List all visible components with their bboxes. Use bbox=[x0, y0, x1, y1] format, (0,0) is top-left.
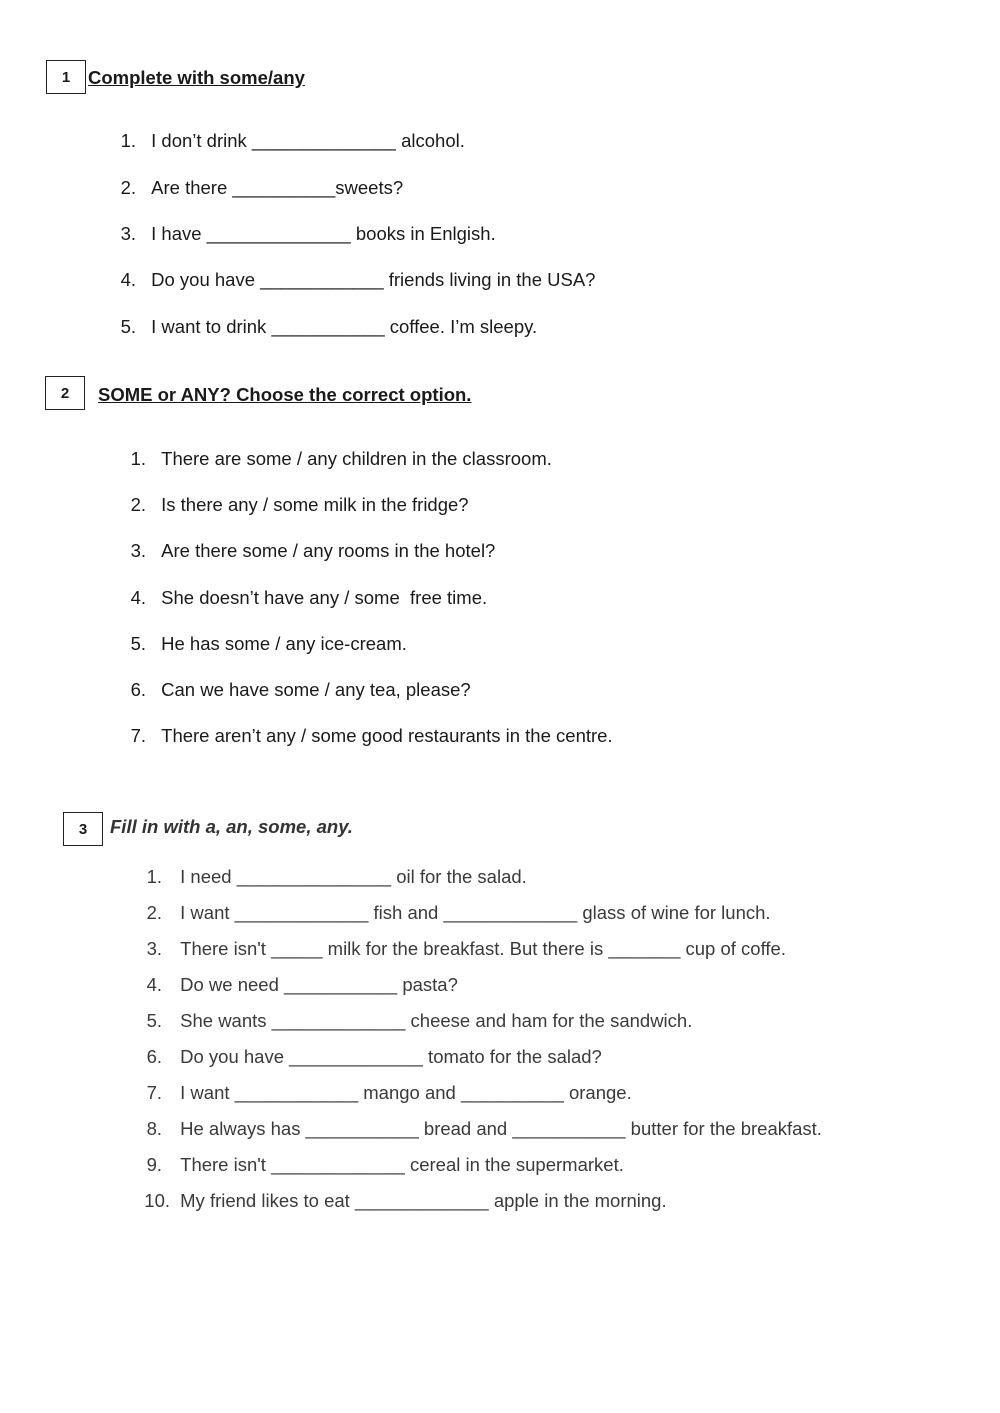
item-text: She doesn’t have any / some free time. bbox=[161, 587, 488, 608]
section-2-title: SOME or ANY? Choose the correct option. bbox=[98, 384, 472, 405]
list-item bbox=[140, 1190, 667, 1212]
item-number: 2. bbox=[120, 177, 136, 198]
list-item bbox=[118, 316, 537, 338]
list-item bbox=[140, 1046, 602, 1068]
item-text: Are there some / any rooms in the hotel? bbox=[161, 540, 496, 561]
item-number: 3. bbox=[130, 540, 146, 561]
list-item bbox=[140, 974, 458, 996]
item-number: 3. bbox=[120, 223, 136, 244]
item-number: 5. bbox=[146, 1010, 162, 1031]
section-2-number-box: 2 bbox=[45, 376, 85, 410]
item-number: 7. bbox=[130, 725, 146, 746]
list-item bbox=[118, 177, 403, 199]
item-text: My friend likes to eat _____________ apple in the morning. bbox=[180, 1190, 667, 1211]
list-item bbox=[140, 902, 771, 924]
item-number: 3. bbox=[146, 938, 162, 959]
item-text: He always has ___________ bread and ___________ butter for the breakfast. bbox=[180, 1118, 822, 1139]
list-item bbox=[128, 725, 613, 747]
item-text: I don’t drink ______________ alcohol. bbox=[151, 130, 465, 151]
item-text: Do we need ___________ pasta? bbox=[180, 974, 458, 995]
section-1-title: Complete with some/any bbox=[88, 67, 305, 88]
list-item bbox=[118, 223, 496, 245]
item-text: There aren’t any / some good restaurants in the centre. bbox=[161, 725, 613, 746]
item-number: 2. bbox=[146, 902, 162, 923]
item-text: Is there any / some milk in the fridge? bbox=[161, 494, 469, 515]
item-number: 10. bbox=[144, 1190, 170, 1211]
item-number: 5. bbox=[120, 316, 136, 337]
item-text: Do you have _____________ tomato for the salad? bbox=[180, 1046, 602, 1067]
item-text: Can we have some / any tea, please? bbox=[161, 679, 471, 700]
item-number: 4. bbox=[146, 974, 162, 995]
list-item bbox=[118, 130, 465, 152]
item-number: 5. bbox=[130, 633, 146, 654]
section-3-title: Fill in with a, an, some, any. bbox=[110, 816, 353, 837]
item-number: 8. bbox=[146, 1118, 162, 1139]
item-number: 9. bbox=[146, 1154, 162, 1175]
item-text: I want _____________ fish and _____________ glass of wine for lunch. bbox=[180, 902, 771, 923]
item-text: There isn't _____ milk for the breakfast. But there is _______ cup of coffe. bbox=[180, 938, 786, 959]
item-number: 7. bbox=[146, 1082, 162, 1103]
item-number: 6. bbox=[146, 1046, 162, 1067]
item-text: I need _______________ oil for the salad. bbox=[180, 866, 527, 887]
item-number: 1. bbox=[146, 866, 162, 887]
item-number: 1. bbox=[120, 130, 136, 151]
section-1-number-box: 1 bbox=[46, 60, 86, 94]
item-text: There are some / any children in the classroom. bbox=[161, 448, 552, 469]
item-number: 4. bbox=[120, 269, 136, 290]
item-number: 1. bbox=[130, 448, 146, 469]
list-item bbox=[140, 1154, 624, 1176]
list-item bbox=[140, 1118, 822, 1140]
list-item bbox=[128, 448, 552, 470]
list-item bbox=[128, 587, 487, 609]
list-item bbox=[140, 1082, 632, 1104]
item-number: 2. bbox=[130, 494, 146, 515]
item-number: 4. bbox=[130, 587, 146, 608]
section-3-number-box: 3 bbox=[63, 812, 103, 846]
item-text: There isn't _____________ cereal in the supermarket. bbox=[180, 1154, 624, 1175]
list-item bbox=[128, 633, 407, 655]
list-item bbox=[128, 679, 471, 701]
item-text: Are there __________sweets? bbox=[151, 177, 404, 198]
list-item bbox=[140, 1010, 692, 1032]
item-text: He has some / any ice-cream. bbox=[161, 633, 407, 654]
list-item bbox=[140, 938, 786, 960]
list-item bbox=[128, 494, 469, 516]
list-item bbox=[140, 866, 527, 888]
list-item bbox=[128, 540, 495, 562]
item-text: I have ______________ books in Enlgish. bbox=[151, 223, 496, 244]
list-item bbox=[118, 269, 595, 291]
item-text: Do you have ____________ friends living in the USA? bbox=[151, 269, 596, 290]
item-text: I want ____________ mango and __________ orange. bbox=[180, 1082, 632, 1103]
item-number: 6. bbox=[130, 679, 146, 700]
item-text: I want to drink ___________ coffee. I’m sleepy. bbox=[151, 316, 538, 337]
item-text: She wants _____________ cheese and ham for the sandwich. bbox=[180, 1010, 693, 1031]
